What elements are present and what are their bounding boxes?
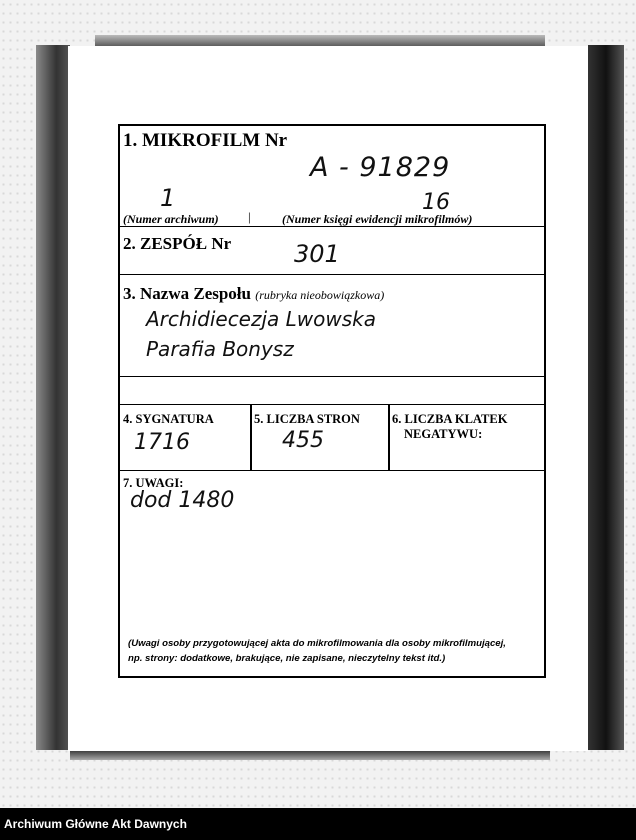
fonds-number-section (120, 226, 544, 275)
details-section (120, 404, 544, 471)
frame-count-label-line2: NEGATYWU: (404, 427, 483, 441)
archive-number-value: 1 (160, 184, 176, 212)
fonds-number-label: 2. ZESPÓŁ Nr (123, 234, 232, 253)
film-edge-bottom (70, 750, 550, 760)
instructions-line1: (Uwagi osoby przygotowującej akta do mikrofilmowania dla osoby mikrofilmującej, (128, 638, 506, 649)
remarks-label: 7. UWAGI: (123, 476, 184, 490)
remarks-instructions (128, 636, 543, 666)
spacer-row (120, 376, 544, 405)
fonds-name-line1: Archidiecezja Lwowska (146, 307, 377, 331)
page-count-value: 455 (282, 428, 324, 453)
archive-number-label: (Numer archiwum) (123, 212, 219, 226)
optional-note: (rubryka nieobowiązkowa) (255, 288, 385, 302)
film-edge-left (36, 45, 70, 750)
signature-label: 4. SYGNATURA (123, 412, 214, 426)
frame-count-label-line1: 6. LICZBA KLATEK (392, 412, 508, 426)
column-divider (250, 404, 252, 470)
footer-bar (0, 808, 636, 840)
fonds-name-label: 3. Nazwa Zespołu (rubryka nieobowiązkowa) (123, 284, 385, 303)
microfilm-number-value: A - 91829 (310, 152, 451, 183)
microfilm-form (118, 124, 546, 678)
microfilm-number-section (120, 126, 544, 227)
signature-value: 1716 (134, 430, 190, 455)
label-divider: | (248, 209, 251, 224)
remarks-value: dod 1480 (130, 488, 235, 513)
fonds-name-section (120, 274, 544, 377)
footer-archive-name: Archiwum Główne Akt Dawnych (4, 817, 187, 831)
register-number-label: (Numer księgi ewidencji mikrofilmów) (282, 212, 473, 226)
register-number-value: 16 (422, 190, 450, 215)
instructions-line2: np. strony: dodatkowe, brakujące, nie zapisane, nieczytelny tekst itd.) (128, 653, 446, 664)
column-divider (388, 404, 390, 470)
fonds-name-line2: Parafia Bonysz (146, 337, 294, 361)
fonds-number-value: 301 (294, 240, 340, 268)
film-edge-right (588, 45, 624, 750)
page-count-label: 5. LICZBA STRON (254, 412, 360, 426)
microfilm-number-label: 1. MIKROFILM Nr (123, 130, 288, 151)
